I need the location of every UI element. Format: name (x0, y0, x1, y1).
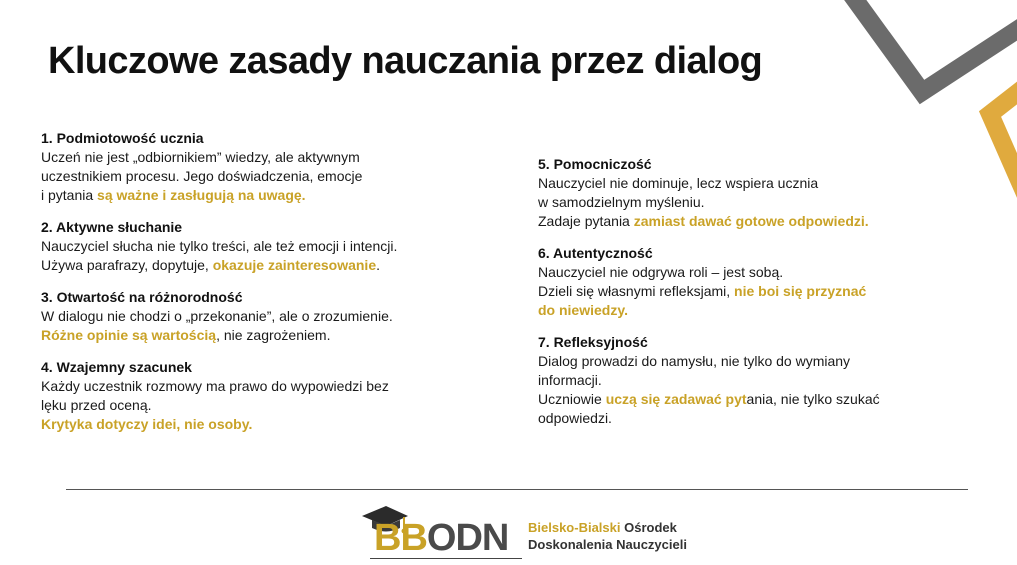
principle-line (41, 415, 461, 434)
org-name-osrodek: Ośrodek (620, 520, 677, 535)
principle-line (41, 237, 461, 256)
principle-section (41, 288, 461, 345)
left-column (41, 129, 461, 447)
page-title: Kluczowe zasady nauczania przez dialog (48, 40, 763, 82)
body-text: Zadaje pytania (538, 213, 634, 229)
principle-line (41, 326, 461, 345)
body-text: uczestnikiem procesu. Jego doświadczenia, emocje (41, 168, 363, 184)
logo-odn: ODN (426, 517, 509, 559)
logo-underline (370, 558, 522, 559)
body-text: , nie zagrożeniem. (216, 327, 331, 343)
principle-line (538, 352, 958, 371)
principle-line (538, 282, 958, 301)
principle-heading: 5. Pomocniczość (538, 156, 652, 172)
principle-line (538, 409, 958, 428)
principle-line (538, 212, 958, 231)
footer-divider (66, 489, 968, 490)
principle-line (538, 390, 958, 409)
body-text: Uczeń nie jest „odbiornikiem” wiedzy, ale aktywnym (41, 149, 360, 165)
body-text: Każdy uczestnik rozmowy ma prawo do wypowiedzi bez (41, 378, 389, 394)
principle-line (41, 148, 461, 167)
principle-heading: 2. Aktywne słuchanie (41, 219, 183, 235)
principle-heading: 1. Podmiotowość ucznia (41, 130, 204, 146)
body-text: Uczniowie (538, 391, 606, 407)
body-text: odpowiedzi. (538, 410, 612, 426)
principle-section (538, 244, 958, 320)
principle-heading: 3. Otwartość na różnorodność (41, 289, 243, 305)
principle-section (41, 218, 461, 275)
body-text: ania, nie tylko szukać (746, 391, 880, 407)
logo-bb: BB (374, 517, 427, 559)
highlighted-text: Krytyka dotyczy idei, nie osoby. (41, 416, 253, 432)
principle-line (41, 396, 461, 415)
principle-section (41, 358, 461, 434)
gray-chevron-shape (848, 0, 1017, 92)
body-text: lęku przed oceną. (41, 397, 152, 413)
highlighted-text: są ważne i zasługują na uwagę. (97, 187, 306, 203)
principle-line (41, 307, 461, 326)
principle-heading: 4. Wzajemny szacunek (41, 359, 192, 375)
principle-heading: 6. Autentyczność (538, 245, 653, 261)
principle-line (41, 167, 461, 186)
highlighted-text: do niewiedzy. (538, 302, 628, 318)
org-name-city: Bielsko-Bialski (528, 520, 621, 535)
principle-line (538, 371, 958, 390)
body-text: i pytania (41, 187, 98, 203)
body-text: Dzieli się własnymi refleksjami, (538, 283, 735, 299)
principle-line (41, 377, 461, 396)
highlighted-text: okazuje zainteresowanie (212, 257, 377, 273)
body-text: Używa parafrazy, dopytuje, (41, 257, 213, 273)
body-text: W dialogu nie chodzi o „przekonanie”, ale o zrozumienie. (41, 308, 393, 324)
highlighted-text: nie boi się przyznać (734, 283, 867, 299)
bbodn-logo (358, 504, 718, 562)
body-text: Dialog prowadzi do namysłu, nie tylko do wymiany (538, 353, 851, 369)
principle-line (538, 263, 958, 282)
highlighted-text: uczą się zadawać pyt (605, 391, 747, 407)
principle-section (538, 333, 958, 428)
body-text: Nauczyciel nie dominuje, lecz wspiera ucznia (538, 175, 819, 191)
body-text: . (376, 257, 381, 273)
highlighted-text: Różne opinie są wartością (41, 327, 217, 343)
body-text: w samodzielnym myśleniu. (538, 194, 705, 210)
highlighted-text: zamiast dawać gotowe odpowiedzi. (633, 213, 869, 229)
gold-chevron-shape (990, 86, 1017, 196)
body-text: informacji. (538, 372, 602, 388)
body-text: Nauczyciel słucha nie tylko treści, ale też emocji i intencji. (41, 238, 398, 254)
principle-line (538, 301, 958, 320)
org-name (528, 519, 687, 553)
org-name-line-2: Doskonalenia Nauczycieli (528, 537, 687, 552)
body-text: Nauczyciel nie odgrywa roli – jest sobą. (538, 264, 784, 280)
principle-section (41, 129, 461, 205)
principle-line (41, 186, 461, 205)
logo-wordmark (374, 518, 508, 558)
org-name-line-1 (528, 519, 687, 536)
corner-decoration (830, 0, 1017, 210)
principle-line (41, 256, 461, 275)
principle-heading: 7. Refleksyjność (538, 334, 648, 350)
